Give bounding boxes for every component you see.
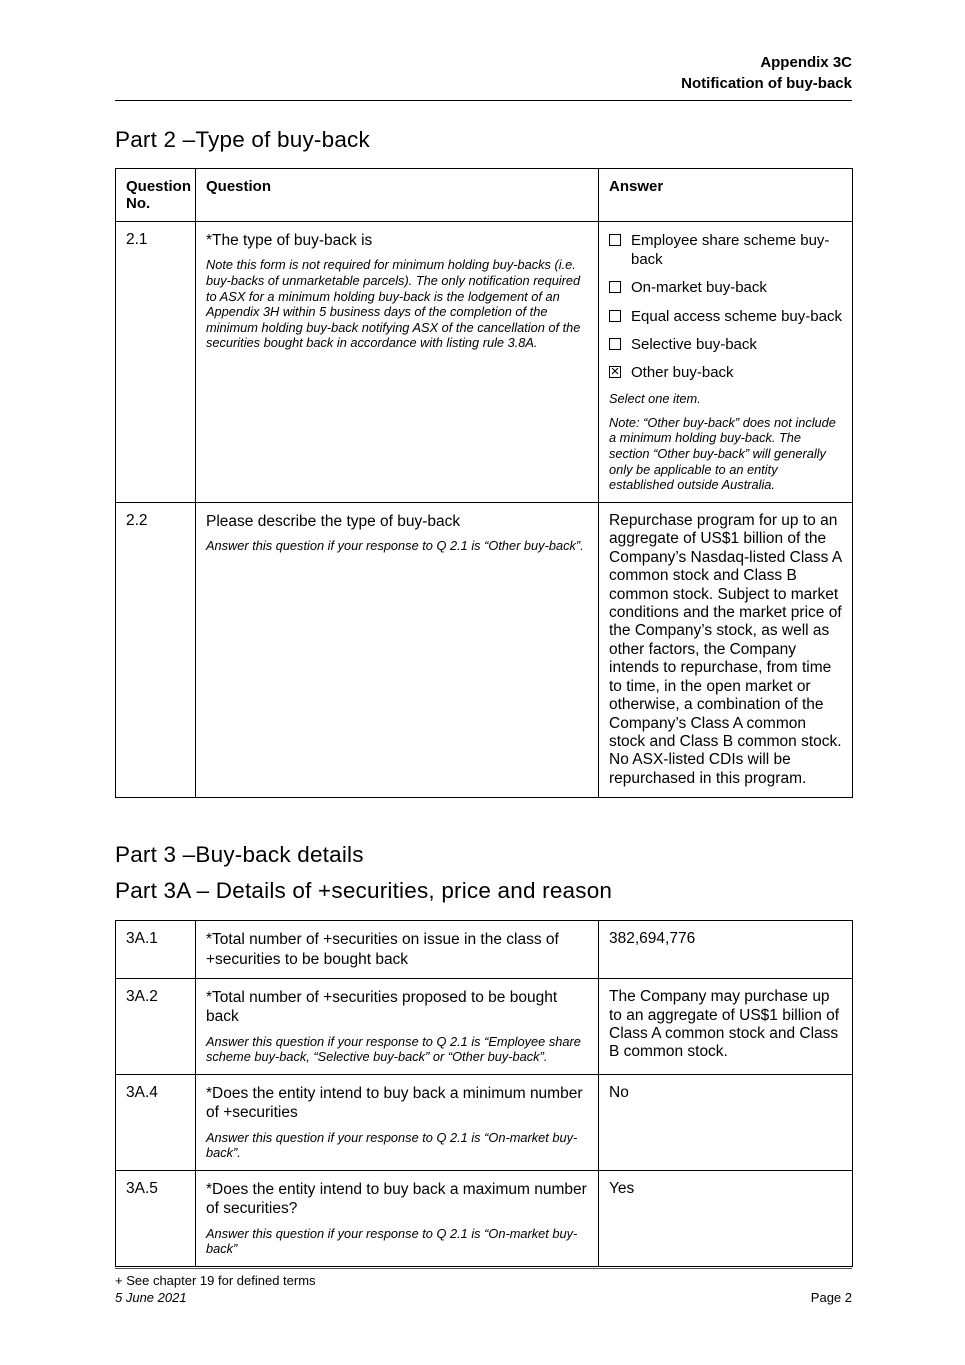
answer-text: 382,694,776: [609, 930, 696, 948]
answer-cell: [599, 1075, 853, 1171]
footer-divider: [115, 1268, 852, 1269]
question-cell: [196, 1171, 599, 1267]
question-cell: [196, 1075, 599, 1171]
column-header-answer: Answer: [599, 169, 853, 222]
question-note: Answer this question if your response to Q 2.1 is “Other buy-back”.: [206, 538, 584, 554]
appendix-subtitle: Notification of buy-back: [681, 75, 852, 92]
question-cell: [196, 502, 599, 798]
table-row-3a-4: [116, 1075, 853, 1171]
table-row-3a-2: [116, 979, 853, 1075]
option-label: Selective buy-back: [631, 335, 757, 353]
footer-date: 5 June 2021: [115, 1290, 187, 1305]
question-note: Note this form is not required for minimum holding buy-backs (i.e. buy-backs of unmarketable parcels). The only notification required to ASX for a minimum holding buy-back is the lodgement of an Appendix 3H within 5 business days of the completion of the minimum holding buy-back notifying ASX of the cancellation of the securities bought back in accordance with listing rule 3.8A.: [206, 257, 581, 351]
answer-text: Yes: [609, 1180, 635, 1198]
answer-cell: [599, 502, 853, 798]
question-number: 3A.5: [116, 1171, 196, 1267]
part2-table: [115, 168, 853, 798]
answer-cell: [599, 1171, 853, 1267]
appendix-title: Appendix 3C: [760, 54, 852, 71]
column-header-question-no: Question No.: [116, 169, 196, 222]
checkbox-icon[interactable]: [609, 338, 621, 350]
question-note: Answer this question if your response to Q 2.1 is “On-market buy-back”: [206, 1225, 578, 1257]
answer-note-select-one: Select one item.: [609, 391, 701, 407]
question-number: 2.1: [116, 222, 196, 503]
checkbox-icon[interactable]: [609, 281, 621, 293]
question-cell: [196, 921, 599, 979]
answer-cell: [599, 921, 853, 979]
answer-text: The Company may purchase up to an aggregate of US$1 billion of Class A common stock and Class B common stock.: [609, 988, 840, 1061]
option-label: Employee share scheme buy-back: [631, 232, 830, 269]
option-on-market: [609, 278, 842, 297]
question-text: *Does the entity intend to buy back a maximum number of securities?: [206, 1181, 587, 1218]
page-number: Page 2: [810, 1290, 852, 1305]
option-equal-access-scheme: [609, 307, 842, 326]
question-text: *Total number of +securities on issue in the class of +securities to be bought back: [206, 931, 559, 968]
question-note: Answer this question if your response to Q 2.1 is “Employee share scheme buy-back, “Selective buy-back” or “Other buy-back”.: [206, 1033, 581, 1065]
option-label: Equal access scheme buy-back: [631, 307, 842, 325]
question-text: *Does the entity intend to buy back a minimum number of +securities: [206, 1085, 583, 1122]
question-cell: [196, 222, 599, 503]
answer-text: Repurchase program for up to an aggregate of US$1 billion of the Company’s Nasdaq-listed Class A common stock and Class B common stock. Subject to market conditions and the market price of the Company’s stock, as well as other factors, the Company intends to repurchase, from time to time, in the open market or otherwise, a combination of the Company’s Class A common stock and Class B common stock. No ASX-listed CDIs will be repurchased in this program.: [609, 511, 842, 787]
document-header: [115, 52, 852, 94]
question-number: 3A.2: [116, 979, 196, 1075]
question-text: *Total number of +securities proposed to be bought back: [206, 989, 558, 1026]
option-selective: [609, 335, 842, 354]
question-text: Please describe the type of buy-back: [206, 512, 461, 530]
table-row-2-2: [116, 502, 853, 798]
table-row-3a-1: [116, 921, 853, 979]
option-label: Other buy-back: [631, 363, 734, 381]
question-number: 2.2: [116, 502, 196, 798]
table-row-2-1: [116, 222, 853, 503]
defined-terms-note: + See chapter 19 for defined terms: [115, 1273, 316, 1288]
part3a-heading: Part 3A – Details of +securities, price and reason: [115, 878, 613, 904]
question-number: 3A.1: [116, 921, 196, 979]
answer-cell: [599, 979, 853, 1075]
option-label: On-market buy-back: [631, 279, 767, 297]
part3-headings: [115, 842, 852, 904]
answer-note-other-buyback: Note: “Other buy-back” does not include a minimum holding buy-back. The section “Other buy-back” will generally only be applicable to an entity established outside Australia.: [609, 414, 836, 493]
checkbox-icon[interactable]: [609, 310, 621, 322]
part3a-table: [115, 920, 853, 1267]
column-header-question: Question: [196, 169, 599, 222]
buyback-type-options: [609, 231, 842, 382]
question-number: 3A.4: [116, 1075, 196, 1171]
page-footer: [115, 1268, 852, 1305]
table-row-3a-5: [116, 1171, 853, 1267]
checkbox-icon[interactable]: [609, 234, 621, 246]
option-other: [609, 363, 842, 382]
part2-header-row: [116, 169, 853, 222]
question-note: Answer this question if your response to Q 2.1 is “On-market buy-back”.: [206, 1129, 578, 1161]
answer-text: No: [609, 1084, 629, 1102]
answer-cell: [599, 222, 853, 503]
checkbox-checked-icon[interactable]: [609, 366, 621, 378]
part3-heading: Part 3 –Buy-back details: [115, 842, 364, 868]
option-employee-share-scheme: [609, 231, 842, 269]
question-cell: [196, 979, 599, 1075]
header-divider: [115, 100, 852, 101]
question-text: *The type of buy-back is: [206, 232, 373, 249]
part2-heading: Part 2 –Type of buy-back: [115, 127, 370, 152]
